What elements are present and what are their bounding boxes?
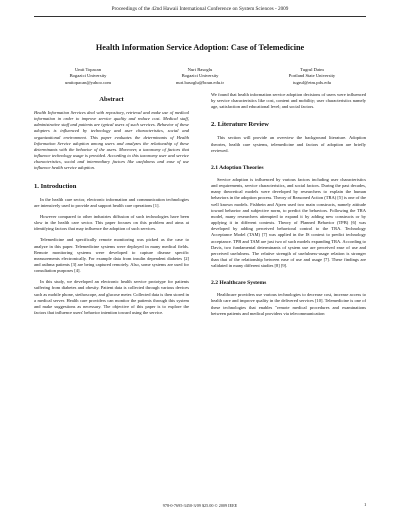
paragraph: In the health care sector, electronic information and communication technologies are intensively used to provide and support health care operations [1]. (34, 196, 189, 208)
subsection-heading-adoption-theories: 2.1 Adoption Theories (211, 164, 264, 171)
subsection-heading-healthcare-systems: 2.2 Healthcare Systems (211, 280, 267, 287)
author-name: Nuri Basoglu (187, 67, 213, 72)
paragraph: This section will provide an overview the background literature. Adoption theories, health care systems, telemedicine and factors of adoption are briefly reviewed. (211, 135, 366, 153)
paragraph: Healthcare providers use various technologies to decrease cost, increase access to health care and improve quality in the delivered services [10]. Telemedicine is one of these technologies that enables "remote medical procedures and examinations between patients and medical providers via telecommunication (211, 292, 366, 316)
paper-title: Health Information Service Adoption: Case of Telemedicine (95, 43, 305, 52)
header-rule (34, 16, 366, 17)
section-heading-introduction: 1. Introduction (34, 182, 77, 190)
author-affiliation: Bogazici University (69, 73, 107, 79)
author-name: Tugrul Daim (300, 67, 324, 72)
paragraph: We found that health information service adoption decisions of users were influenced by service characteristics like cost, content and mobility; user characteristics namely age, satisfaction and educational level; and social factors. (211, 92, 366, 110)
author-email: umitopacan@yahoo.com (65, 79, 111, 85)
paragraph: However compared to other industries diffusion of such technologies have been slow in the health care sector. This paper focuses on this problem and aims at identifying factors that may influence the adoption of such services. (34, 213, 189, 232)
author-1 (38, 67, 138, 86)
author-3 (262, 67, 362, 86)
section-heading-literature-review: 2. Literature Review (211, 121, 269, 129)
author-email: tugrul@etm.pdx.edu (293, 79, 331, 85)
author-affiliation: Bogazici University (181, 73, 219, 79)
author-2 (150, 67, 250, 86)
page-number: 1 (364, 502, 367, 507)
abstract-text: Health Information Services deal with repository, retrieval and make use of medical information in order to improve service quality and reduce cost. Medical staff, administrative staff and patients are typical users of such services. Behavior of these adopters is influenced by technology and user characteristics, social and organizational environment. This paper evaluates the determinants of Health Information Service adoption among users and analyzes the relationship of these determinants with the behavior of the users. Moreover, a taxonomy of factors that influence technology usage is provided. According to this taxonomy user and service characteristics, social and intermediary factors like usefulness and ease of use influence health service adoption. (34, 110, 189, 171)
right-column (211, 92, 366, 322)
paragraph: In this study, we developed an electronic health service prototype for patients suffering from diabetes and obesity. Patient data is collected through various devices such as mobile phone, stethoscope, and glucose meter. Collected data is then stored in a medical server. Health care providers can monitor the patients through this system and make suggestions as necessary. The objective of this paper is to explore the factors that influence users' behavior intention toward using the service. (34, 279, 189, 316)
author-block (38, 67, 362, 86)
author-affiliation: Portland State University (288, 73, 336, 79)
author-name: Umit Topacan (74, 67, 101, 72)
abstract-heading: Abstract (99, 96, 124, 103)
running-head: Proceedings of the 42nd Hawaii International Conference on System Sciences - 2009 (111, 6, 289, 12)
paragraph: Service adoption is influenced by various factors including user characteristics and requirements, service characteristics, and social factors. During the past decades, many theoretical models were developed by researchers to explain the human behaviors in the adoption process. Theory of Reasoned Action (TRA) [5] is one of the well known models. Fishbein and Ajzen used two main constructs, namely attitude toward behavior and subjective norm, to predict the behaviors. Following the TRA model, many researchers attempted to expand it by adding new constructs or by applying it in different contexts. Theory of Planned Behavior (TPB) [6] was developed by adding perceived behavioral control to the TRA. Technology Acceptance Model (TAM) [7] was applied in the IS context to predict technology acceptance. TPB and TAM are just two of such models expanding TRA. According to Davis, two fundamental determinants of system use are perceived ease of use and perceived usefulness. The relative strength of usefulness-usage relation is stronger than that of the relationship between ease of use and usage [7]. These findings are validated in many different studies [8] [9]. (211, 176, 366, 269)
left-column (34, 96, 189, 321)
paragraph: Telemedicine and specifically remote monitoring was picked as the case to analyze in this paper. Telemedicine systems were deployed in many medical fields. Remote monitoring systems were developed to capture disease specific measurements electronically. For example data from insulin dependent diabetes [2] and asthma patients [3] are being captured remotely. Also, some systems are used for consultation purposes [4]. (34, 237, 189, 274)
author-email: nuri.basoglu@boun.edu.tr (176, 79, 224, 85)
footer-copyright: 978-0-7695-3450-3/09 $25.00 © 2009 IEEE (162, 503, 238, 508)
